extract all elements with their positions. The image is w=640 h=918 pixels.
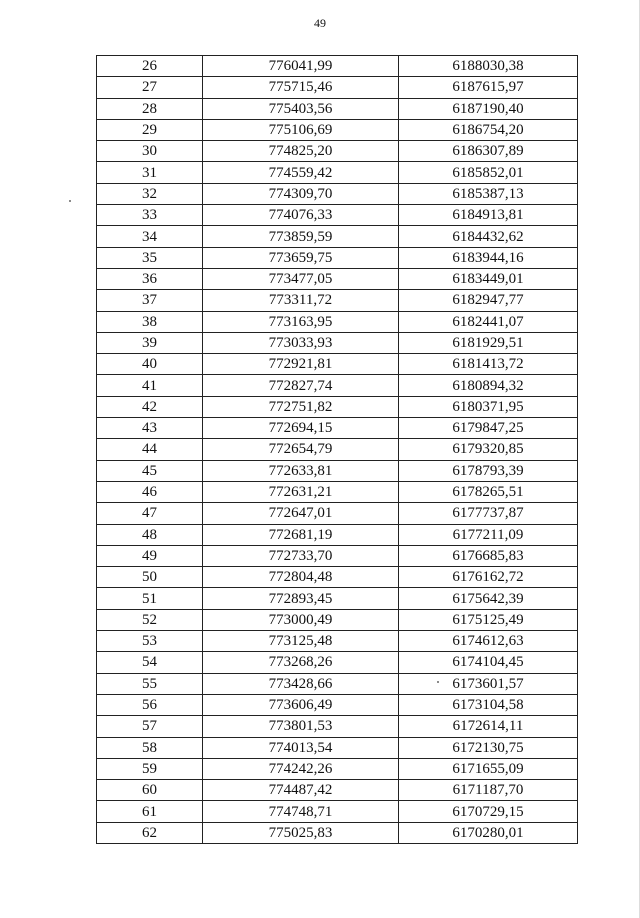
table-row xyxy=(97,354,578,375)
point-number-cell: 43 xyxy=(97,418,203,439)
point-number-cell: 60 xyxy=(97,780,203,801)
y-coordinate-cell: 6181413,72 xyxy=(399,354,578,375)
x-coordinate-cell: 773428,66 xyxy=(203,673,399,694)
y-coordinate-cell: 6187190,40 xyxy=(399,98,578,119)
y-coordinate-cell: 6182947,77 xyxy=(399,290,578,311)
x-coordinate-cell: 772647,01 xyxy=(203,503,399,524)
x-coordinate-cell: 772631,21 xyxy=(203,481,399,502)
y-coordinate-cell: 6171655,09 xyxy=(399,758,578,779)
point-number-cell: 38 xyxy=(97,311,203,332)
point-number-cell: 37 xyxy=(97,290,203,311)
y-coordinate-cell: 6182441,07 xyxy=(399,311,578,332)
table-row xyxy=(97,268,578,289)
x-coordinate-cell: 775025,83 xyxy=(203,822,399,843)
table-row xyxy=(97,119,578,140)
x-coordinate-cell: 773268,26 xyxy=(203,652,399,673)
table-row xyxy=(97,694,578,715)
point-number-cell: 62 xyxy=(97,822,203,843)
x-coordinate-cell: 773659,75 xyxy=(203,247,399,268)
y-coordinate-cell: 6173601,57 xyxy=(399,673,578,694)
table-row xyxy=(97,375,578,396)
x-coordinate-cell: 774309,70 xyxy=(203,183,399,204)
y-coordinate-cell: 6175125,49 xyxy=(399,609,578,630)
point-number-cell: 54 xyxy=(97,652,203,673)
table-row xyxy=(97,822,578,843)
y-coordinate-cell: 6170729,15 xyxy=(399,801,578,822)
table-row xyxy=(97,758,578,779)
point-number-cell: 33 xyxy=(97,205,203,226)
y-coordinate-cell: 6171187,70 xyxy=(399,780,578,801)
table-row xyxy=(97,652,578,673)
point-number-cell: 45 xyxy=(97,460,203,481)
x-coordinate-cell: 772751,82 xyxy=(203,396,399,417)
y-coordinate-cell: 6180894,32 xyxy=(399,375,578,396)
x-coordinate-cell: 775106,69 xyxy=(203,119,399,140)
x-coordinate-cell: 772733,70 xyxy=(203,545,399,566)
point-number-cell: 46 xyxy=(97,481,203,502)
y-coordinate-cell: 6183944,16 xyxy=(399,247,578,268)
y-coordinate-cell: 6173104,58 xyxy=(399,694,578,715)
x-coordinate-cell: 773606,49 xyxy=(203,694,399,715)
point-number-cell: 49 xyxy=(97,545,203,566)
coordinates-table-body xyxy=(97,56,578,844)
y-coordinate-cell: 6184913,81 xyxy=(399,205,578,226)
x-coordinate-cell: 774242,26 xyxy=(203,758,399,779)
point-number-cell: 56 xyxy=(97,694,203,715)
y-coordinate-cell: 6172130,75 xyxy=(399,737,578,758)
y-coordinate-cell: 6187615,97 xyxy=(399,77,578,98)
point-number-cell: 48 xyxy=(97,524,203,545)
point-number-cell: 52 xyxy=(97,609,203,630)
table-row xyxy=(97,545,578,566)
point-number-cell: 29 xyxy=(97,119,203,140)
x-coordinate-cell: 773033,93 xyxy=(203,332,399,353)
point-number-cell: 32 xyxy=(97,183,203,204)
x-coordinate-cell: 773801,53 xyxy=(203,716,399,737)
point-number-cell: 44 xyxy=(97,439,203,460)
y-coordinate-cell: 6178265,51 xyxy=(399,481,578,502)
coordinates-table xyxy=(96,55,578,844)
x-coordinate-cell: 772921,81 xyxy=(203,354,399,375)
table-row xyxy=(97,98,578,119)
point-number-cell: 26 xyxy=(97,56,203,77)
scan-speck xyxy=(437,681,439,683)
point-number-cell: 61 xyxy=(97,801,203,822)
point-number-cell: 39 xyxy=(97,332,203,353)
x-coordinate-cell: 772827,74 xyxy=(203,375,399,396)
point-number-cell: 57 xyxy=(97,716,203,737)
x-coordinate-cell: 775715,46 xyxy=(203,77,399,98)
point-number-cell: 50 xyxy=(97,567,203,588)
x-coordinate-cell: 774748,71 xyxy=(203,801,399,822)
y-coordinate-cell: 6186307,89 xyxy=(399,141,578,162)
table-row xyxy=(97,567,578,588)
table-row xyxy=(97,609,578,630)
table-row xyxy=(97,673,578,694)
x-coordinate-cell: 772633,81 xyxy=(203,460,399,481)
y-coordinate-cell: 6176162,72 xyxy=(399,567,578,588)
x-coordinate-cell: 773311,72 xyxy=(203,290,399,311)
y-coordinate-cell: 6184432,62 xyxy=(399,226,578,247)
table-row xyxy=(97,311,578,332)
point-number-cell: 36 xyxy=(97,268,203,289)
table-row xyxy=(97,205,578,226)
table-row xyxy=(97,290,578,311)
point-number-cell: 34 xyxy=(97,226,203,247)
y-coordinate-cell: 6179320,85 xyxy=(399,439,578,460)
x-coordinate-cell: 772893,45 xyxy=(203,588,399,609)
point-number-cell: 40 xyxy=(97,354,203,375)
point-number-cell: 42 xyxy=(97,396,203,417)
table-row xyxy=(97,247,578,268)
point-number-cell: 35 xyxy=(97,247,203,268)
point-number-cell: 28 xyxy=(97,98,203,119)
table-row xyxy=(97,737,578,758)
table-row xyxy=(97,332,578,353)
table-row xyxy=(97,780,578,801)
point-number-cell: 41 xyxy=(97,375,203,396)
table-row xyxy=(97,439,578,460)
point-number-cell: 27 xyxy=(97,77,203,98)
y-coordinate-cell: 6186754,20 xyxy=(399,119,578,140)
x-coordinate-cell: 773477,05 xyxy=(203,268,399,289)
page-number: 49 xyxy=(314,16,326,30)
y-coordinate-cell: 6177737,87 xyxy=(399,503,578,524)
x-coordinate-cell: 773163,95 xyxy=(203,311,399,332)
x-coordinate-cell: 776041,99 xyxy=(203,56,399,77)
table-row xyxy=(97,418,578,439)
y-coordinate-cell: 6181929,51 xyxy=(399,332,578,353)
table-row xyxy=(97,801,578,822)
table-row xyxy=(97,396,578,417)
point-number-cell: 51 xyxy=(97,588,203,609)
x-coordinate-cell: 773125,48 xyxy=(203,631,399,652)
table-row xyxy=(97,226,578,247)
y-coordinate-cell: 6175642,39 xyxy=(399,588,578,609)
x-coordinate-cell: 774559,42 xyxy=(203,162,399,183)
point-number-cell: 30 xyxy=(97,141,203,162)
table-row xyxy=(97,631,578,652)
y-coordinate-cell: 6183449,01 xyxy=(399,268,578,289)
table-row xyxy=(97,183,578,204)
table-row xyxy=(97,716,578,737)
y-coordinate-cell: 6185387,13 xyxy=(399,183,578,204)
table-row xyxy=(97,460,578,481)
x-coordinate-cell: 774013,54 xyxy=(203,737,399,758)
x-coordinate-cell: 772804,48 xyxy=(203,567,399,588)
point-number-cell: 53 xyxy=(97,631,203,652)
table-row xyxy=(97,524,578,545)
point-number-cell: 59 xyxy=(97,758,203,779)
x-coordinate-cell: 774487,42 xyxy=(203,780,399,801)
table-row xyxy=(97,588,578,609)
table-row xyxy=(97,77,578,98)
x-coordinate-cell: 772681,19 xyxy=(203,524,399,545)
point-number-cell: 58 xyxy=(97,737,203,758)
y-coordinate-cell: 6177211,09 xyxy=(399,524,578,545)
x-coordinate-cell: 773859,59 xyxy=(203,226,399,247)
x-coordinate-cell: 773000,49 xyxy=(203,609,399,630)
y-coordinate-cell: 6185852,01 xyxy=(399,162,578,183)
x-coordinate-cell: 774076,33 xyxy=(203,205,399,226)
y-coordinate-cell: 6176685,83 xyxy=(399,545,578,566)
table-row xyxy=(97,503,578,524)
table-row xyxy=(97,56,578,77)
x-coordinate-cell: 772654,79 xyxy=(203,439,399,460)
point-number-cell: 31 xyxy=(97,162,203,183)
y-coordinate-cell: 6174612,63 xyxy=(399,631,578,652)
point-number-cell: 47 xyxy=(97,503,203,524)
y-coordinate-cell: 6170280,01 xyxy=(399,822,578,843)
x-coordinate-cell: 772694,15 xyxy=(203,418,399,439)
y-coordinate-cell: 6188030,38 xyxy=(399,56,578,77)
x-coordinate-cell: 775403,56 xyxy=(203,98,399,119)
table-row xyxy=(97,162,578,183)
y-coordinate-cell: 6179847,25 xyxy=(399,418,578,439)
table-row xyxy=(97,481,578,502)
scan-speck xyxy=(69,200,71,202)
x-coordinate-cell: 774825,20 xyxy=(203,141,399,162)
table-row xyxy=(97,141,578,162)
y-coordinate-cell: 6172614,11 xyxy=(399,716,578,737)
y-coordinate-cell: 6180371,95 xyxy=(399,396,578,417)
point-number-cell: 55 xyxy=(97,673,203,694)
y-coordinate-cell: 6174104,45 xyxy=(399,652,578,673)
y-coordinate-cell: 6178793,39 xyxy=(399,460,578,481)
